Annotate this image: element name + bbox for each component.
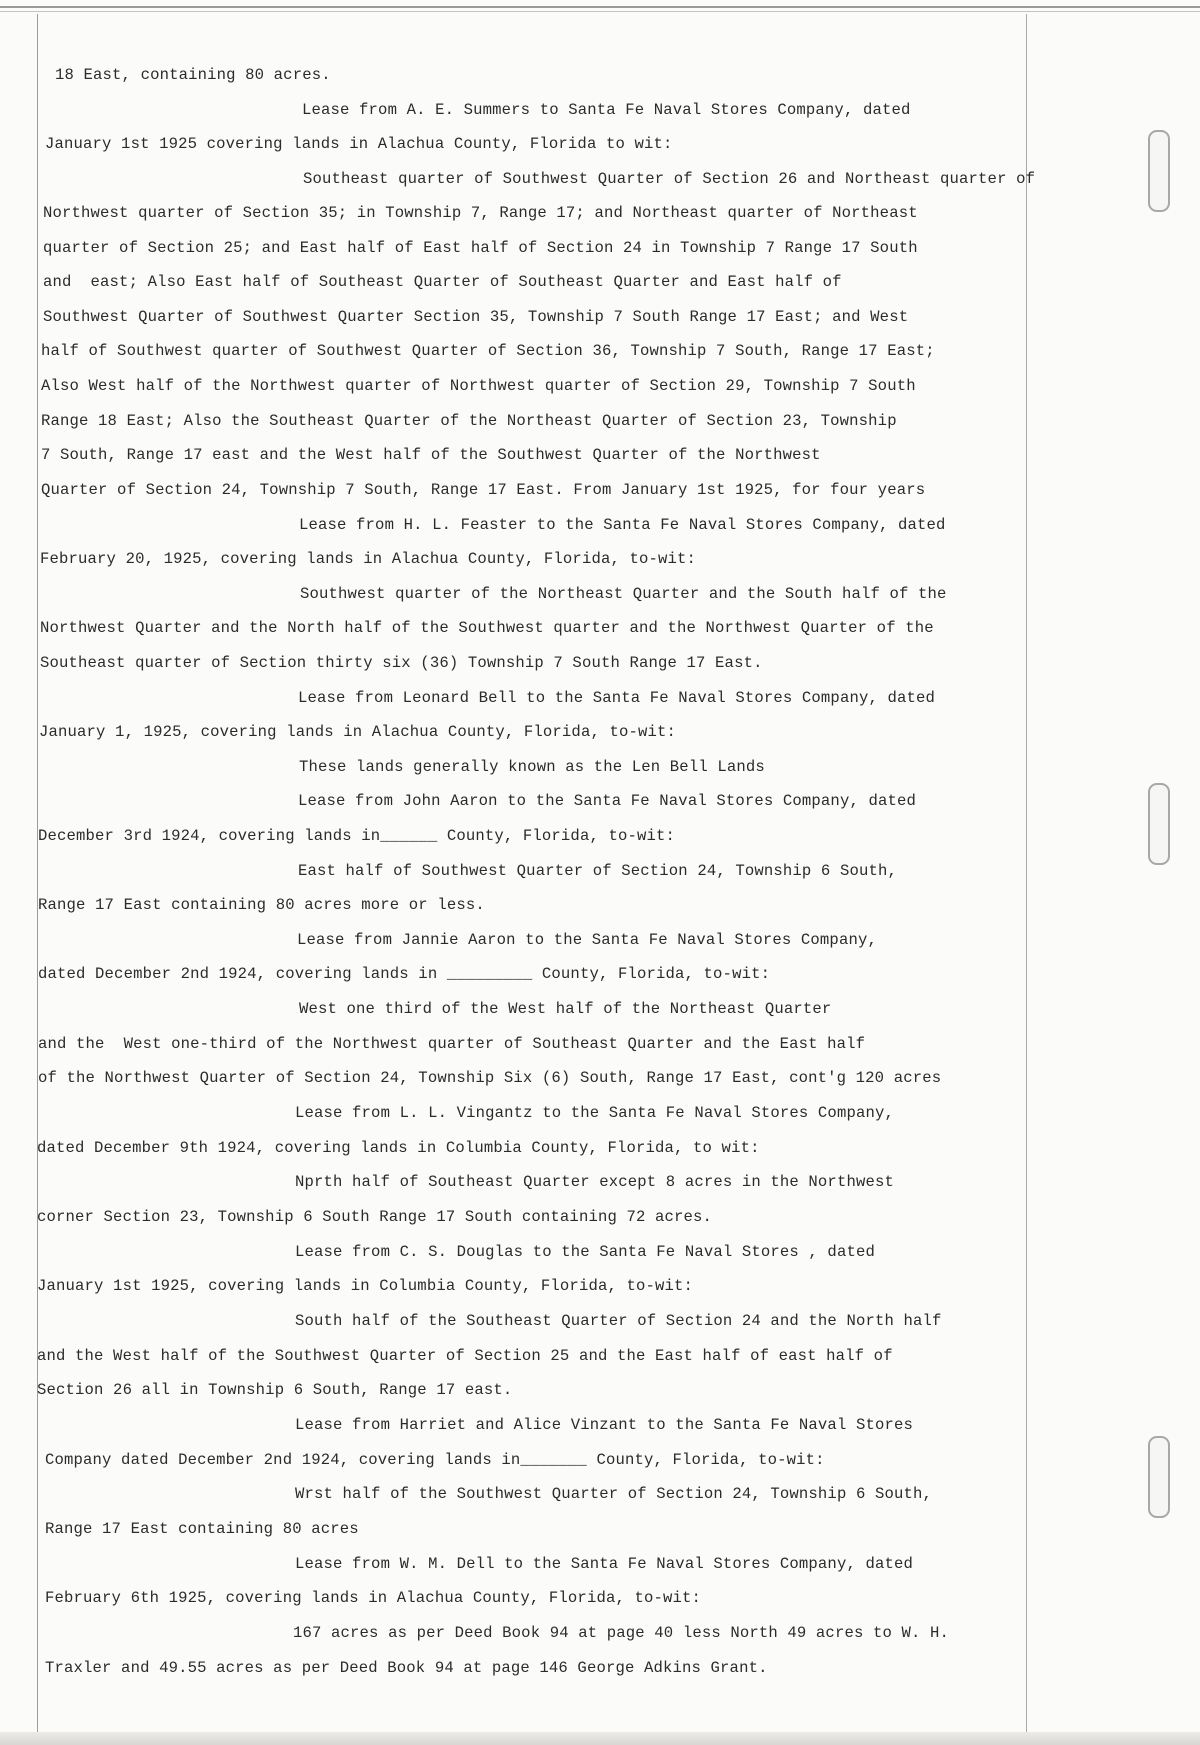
text-line: Quarter of Section 24, Township 7 South, Range 17 East. From January 1st 1925, for four years xyxy=(41,481,926,499)
text-line: February 6th 1925, covering lands in Alachua County, Florida, to-wit: xyxy=(45,1589,702,1607)
text-line: Lease from Jannie Aaron to the Santa Fe Naval Stores Company, xyxy=(297,931,877,949)
text-line: East half of Southwest Quarter of Section 24, Township 6 South, xyxy=(298,862,897,880)
text-line: and east; Also East half of Southeast Quarter of Southeast Quarter and East half of xyxy=(43,273,842,291)
text-line: corner Section 23, Township 6 South Range 17 South containing 72 acres. xyxy=(37,1208,713,1226)
text-line: dated December 2nd 1924, covering lands in _________ County, Florida, to-wit: xyxy=(38,965,771,983)
binder-hole-top xyxy=(1148,130,1170,212)
text-line: Southeast quarter of Southwest Quarter of Section 26 and Northeast quarter of xyxy=(303,170,1036,188)
text-line: Lease from Leonard Bell to the Santa Fe Naval Stores Company, dated xyxy=(298,689,936,707)
left-margin-rule xyxy=(37,14,38,1739)
text-line: South half of the Southeast Quarter of Section 24 and the North half xyxy=(295,1312,942,1330)
text-line: Northwest Quarter and the North half of the Southwest quarter and the Northwest Quarter of the xyxy=(40,619,934,637)
text-line: Southwest Quarter of Southwest Quarter Section 35, Township 7 South Range 17 East; and West xyxy=(43,308,909,326)
text-line: January 1, 1925, covering lands in Alachua County, Florida, to-wit: xyxy=(39,723,677,741)
text-line: Lease from Harriet and Alice Vinzant to the Santa Fe Naval Stores xyxy=(295,1416,914,1434)
text-line: December 3rd 1924, covering lands in______ County, Florida, to-wit: xyxy=(38,827,676,845)
text-line: Wrst half of the Southwest Quarter of Section 24, Township 6 South, xyxy=(295,1485,933,1503)
text-line: January 1st 1925 covering lands in Alachua County, Florida to wit: xyxy=(45,135,673,153)
text-line: Lease from W. M. Dell to the Santa Fe Naval Stores Company, dated xyxy=(295,1555,914,1573)
text-line: quarter of Section 25; and East half of East half of Section 24 in Township 7 Range 17 South xyxy=(43,239,918,257)
text-line: Lease from L. L. Vingantz to the Santa Fe Naval Stores Company, xyxy=(295,1104,894,1122)
text-line: Southeast quarter of Section thirty six (36) Township 7 South Range 17 East. xyxy=(40,654,763,672)
text-line: of the Northwest Quarter of Section 24, Township Six (6) South, Range 17 East, cont'g 120 acres xyxy=(38,1069,942,1087)
text-line: Traxler and 49.55 acres as per Deed Book 94 at page 146 George Adkins Grant. xyxy=(45,1659,768,1677)
page-bottom-edge xyxy=(0,1732,1200,1745)
text-line: Also West half of the Northwest quarter of Northwest quarter of Section 29, Township 7 South xyxy=(41,377,916,395)
text-line: Nprth half of Southeast Quarter except 8 acres in the Northwest xyxy=(295,1173,894,1191)
top-border-rule xyxy=(0,6,1200,8)
text-line: February 20, 1925, covering lands in Alachua County, Florida, to-wit: xyxy=(40,550,697,568)
text-line: Lease from C. S. Douglas to the Santa Fe Naval Stores , dated xyxy=(295,1243,875,1261)
right-margin-rule xyxy=(1026,14,1027,1739)
text-line: These lands generally known as the Len Bell Lands xyxy=(299,758,765,776)
text-line: Lease from H. L. Feaster to the Santa Fe Naval Stores Company, dated xyxy=(299,516,946,534)
text-line: Lease from A. E. Summers to Santa Fe Naval Stores Company, dated xyxy=(302,101,911,119)
text-line: Range 18 East; Also the Southeast Quarter of the Northeast Quarter of Section 23, Township xyxy=(41,412,897,430)
text-line: Range 17 East containing 80 acres more or less. xyxy=(38,896,485,914)
text-line: 7 South, Range 17 east and the West half of the Southwest Quarter of the Northwest xyxy=(41,446,821,464)
text-line: Northwest quarter of Section 35; in Township 7, Range 17; and Northeast quarter of Northeast xyxy=(43,204,918,222)
binder-hole-bottom xyxy=(1148,1436,1170,1518)
text-line: Range 17 East containing 80 acres xyxy=(45,1520,359,1538)
text-line: 18 East, containing 80 acres. xyxy=(55,66,331,84)
binder-hole-middle xyxy=(1148,783,1170,865)
text-line: and the West half of the Southwest Quarter of Section 25 and the East half of east half of xyxy=(37,1347,893,1365)
text-line: dated December 9th 1924, covering lands in Columbia County, Florida, to wit: xyxy=(37,1139,760,1157)
text-line: West one third of the West half of the Northeast Quarter xyxy=(299,1000,832,1018)
top-border-rule-inner xyxy=(0,11,1200,12)
text-line: half of Southwest quarter of Southwest Quarter of Section 36, Township 7 South, Range 17 East; xyxy=(41,342,935,360)
text-line: 167 acres as per Deed Book 94 at page 40 less North 49 acres to W. H. xyxy=(293,1624,950,1642)
text-line: and the West one-third of the Northwest quarter of Southeast Quarter and the East half xyxy=(38,1035,866,1053)
text-line: Company dated December 2nd 1924, covering lands in_______ County, Florida, to-wit: xyxy=(45,1451,825,1469)
text-line: Lease from John Aaron to the Santa Fe Naval Stores Company, dated xyxy=(298,792,917,810)
text-line: January 1st 1925, covering lands in Columbia County, Florida, to-wit: xyxy=(37,1277,694,1295)
text-line: Southwest quarter of the Northeast Quarter and the South half of the xyxy=(300,585,947,603)
text-line: Section 26 all in Township 6 South, Range 17 east. xyxy=(37,1381,513,1399)
